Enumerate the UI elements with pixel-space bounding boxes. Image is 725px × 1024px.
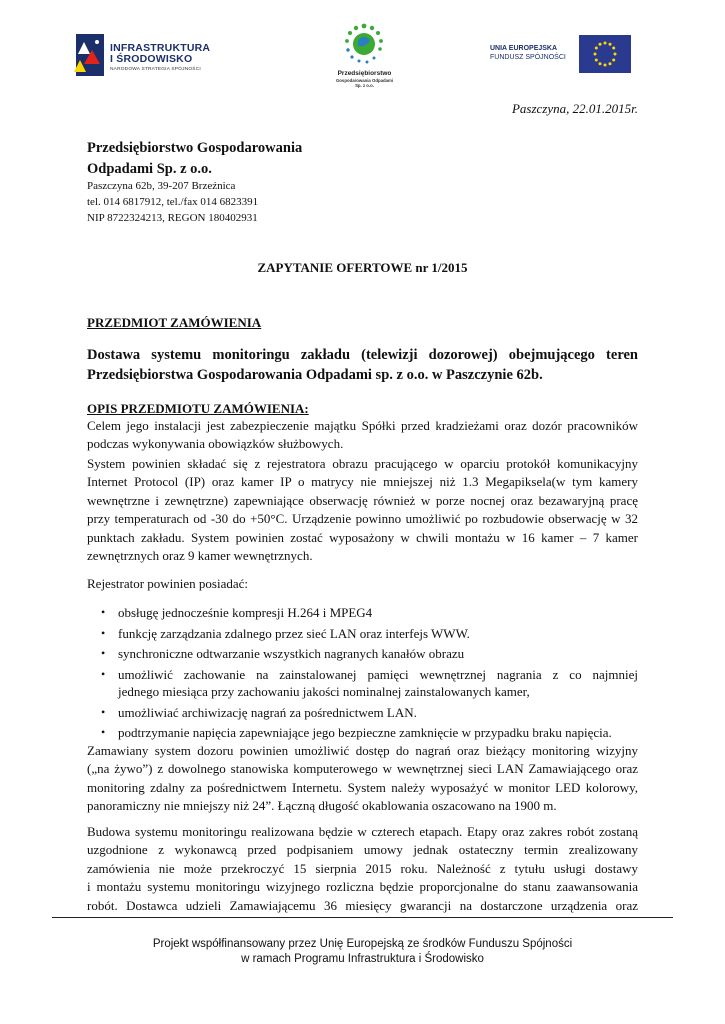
subject-heading: PRZEDMIOT ZAMÓWIENIA [87,315,262,330]
subject-line2: Przedsiębiorstwa Gospodarowania Odpadami sp. z o.o. w Paszczynie 62b. [87,367,543,383]
paragraph-line: monitoring zdalny za pośrednictwem Internetu. System należy wyposażyć w monitor LED kolorowy, [87,779,638,795]
bullet-icon: • [101,704,106,719]
sender-contact [87,178,258,226]
paragraph-line: Budowa systemu monitoringu realizowana będzie w czterech etapach. Etapy oraz zakres robót zostaną [87,824,638,839]
logo-infrastruktura-srodowisko [70,30,230,80]
list-item [87,724,638,742]
sender-name [87,138,302,180]
list-item-text: synchroniczne odtwarzanie wszystkich nagranych kanałów obrazu [118,646,465,661]
footer-text [0,937,725,967]
logo-right-line2: FUNDUSZ SPÓJNOŚCI [490,54,566,61]
logo-center-subtitle [322,78,407,88]
list-item-text: umożliwiać archiwizację nagrań za pośrednictwem LAN. [118,704,417,720]
polish-flag-stars-icon [70,32,106,78]
list-item [87,604,638,622]
footer-line2: w ramach Programu Infrastruktura i Środowisko [241,953,484,965]
list-item-text: obsługę jednocześnie kompresji H.264 i MPEG4 [118,605,373,620]
bullet-icon: • [101,725,106,739]
paragraph-line: wewnętrzne i zewnętrzne) zapewniające obserwację również w porze nocnej oraz bezawaryjną pracę [87,492,638,508]
logo-left-subtitle: NARODOWA STRATEGIA SPÓJNOŚCI [110,67,201,72]
subject-line1: Dostawa systemu monitoringu zakładu (telewizji dozorowej) obejmującego teren [87,347,638,363]
list-item [87,666,638,701]
logo-eu-cohesion-fund [490,33,640,75]
paragraph-schedule [87,823,638,915]
sender-ids: NIP 8722324213, REGON 180402931 [87,212,258,224]
paragraph-line: punktach zakładu. System powinien zostać wyposażony w chwili montażu w 16 kamer – 7 kamer [87,529,638,545]
sender-name-line2: Odpadami Sp. z o.o. [87,161,212,177]
list-item-text: podtrzymanie napięcia zapewniające jego bezpieczne zamknięcie w przypadku braku napięcia. [118,725,612,740]
logo-right-line1: UNIA EUROPEJSKA [490,45,558,52]
paragraph-line: Internet Protocol (IP) oraz kamer IP o matrycy nie mniejszej niż 1.3 Megapiksela(w tym kamery [87,474,638,490]
list-item-text: jednego miesiąca przy zachowaniu jakości nominalnej zainstalowanych kamer, [118,684,530,699]
paragraph-line: Zamawiany system dozoru powinien umożliwić dostęp do nagrań oraz bieżący monitoring wizyjny [87,743,638,758]
paragraph-system [87,455,638,565]
paragraph-line: i montażu systemu monitoringu wizyjnego rozliczna będzie proporcjonalne do stanu zaawansowania [87,879,638,895]
logo-left-line2: I ŚRODOWISKO [110,53,193,65]
paragraph-line: zamówienia nie może przekroczyć 15 sierpnia 2015 roku. Należność z tytułu usługi dostawy [87,860,638,876]
bullet-icon: • [101,666,106,681]
paragraph-line: zewnętrznych oraz 9 kamer wewnętrznych. [87,548,313,564]
logo-center-name: Przedsiębiorstwo [337,70,392,77]
logo-company [322,20,407,95]
paragraph-line: panoramiczny nie mniejszy niż 24”. Łączną długość okablowania oszacowano na 1900 m. [87,798,557,814]
paragraph-line: Celem jego instalacji jest zabezpieczenie majątku Spółki przed kradzieżami oraz dozór pracowników [87,418,638,433]
document-title: ZAPYTANIE OFERTOWE nr 1/2015 [257,260,468,275]
logo-center-sub1: Gospodarowania Odpadami [335,78,394,83]
sender-address: Paszczyna 62b, 39-207 Brzeźnica [87,180,236,192]
paragraph-line: System powinien składać się z rejestratora obrazu pracującego w oparciu protokół komunikacyjny [87,456,638,471]
recorder-requirements-list [87,604,638,745]
recorder-intro: Rejestrator powinien posiadać: [87,576,249,591]
logo-left-line1: INFRASTRUKTURA [110,42,211,54]
list-item [87,645,638,663]
paragraph-line: podczas wykonywania obowiązków służbowych. [87,436,344,452]
globe-recycling-icon [339,20,389,70]
footer-line1: Projekt współfinansowany przez Unię Europejską ze środków Funduszu Spójności [152,938,573,950]
logo-center-sub2: Sp. z o.o. [355,83,374,88]
bullet-icon: • [101,625,106,640]
list-item-text: funkcję zarządzania zdalnego przez sieć LAN oraz interfejs WWW. [118,625,470,641]
list-item [87,625,638,643]
paragraph-line: („na żywo”) z dowolnego stanowiska komputerowego w wewnętrznej sieci LAN Zamawiającego oraz [87,761,638,777]
footer-divider [52,917,673,918]
paragraph-access [87,742,638,816]
bullet-icon: • [101,605,106,619]
document-date: Paszczyna, 22.01.2015r. [511,101,638,116]
bullet-icon: • [101,646,106,660]
list-item-text: umożliwić zachowanie na zainstalowanej pamięci wewnętrznej nagrania z co najmniej [118,666,638,682]
paragraph-purpose [87,417,638,454]
paragraph-line: robót. Dostawca udzieli Zamawiającemu 36 miesięcy gwarancji na dostarczone urządzenia oraz [87,897,638,913]
list-item [87,704,638,722]
sender-phone: tel. 014 6817912, tel./fax 014 6823391 [87,196,259,208]
paragraph-line: uzgodnione z wykonawcą przed podpisaniem umowy jednak ostateczny termin zrealizowany [87,842,638,858]
sender-name-line1: Przedsiębiorstwo Gospodarowania [87,140,303,156]
paragraph-line: przy temperaturach od -30 do +50°C. Urządzenie powinno umożliwić po rozbudowie obserwację w 32 [87,511,638,527]
eu-flag-icon [579,35,631,73]
description-heading: OPIS PRZEDMIOTU ZAMÓWIENIA: [87,401,309,416]
subject-text [87,345,638,385]
